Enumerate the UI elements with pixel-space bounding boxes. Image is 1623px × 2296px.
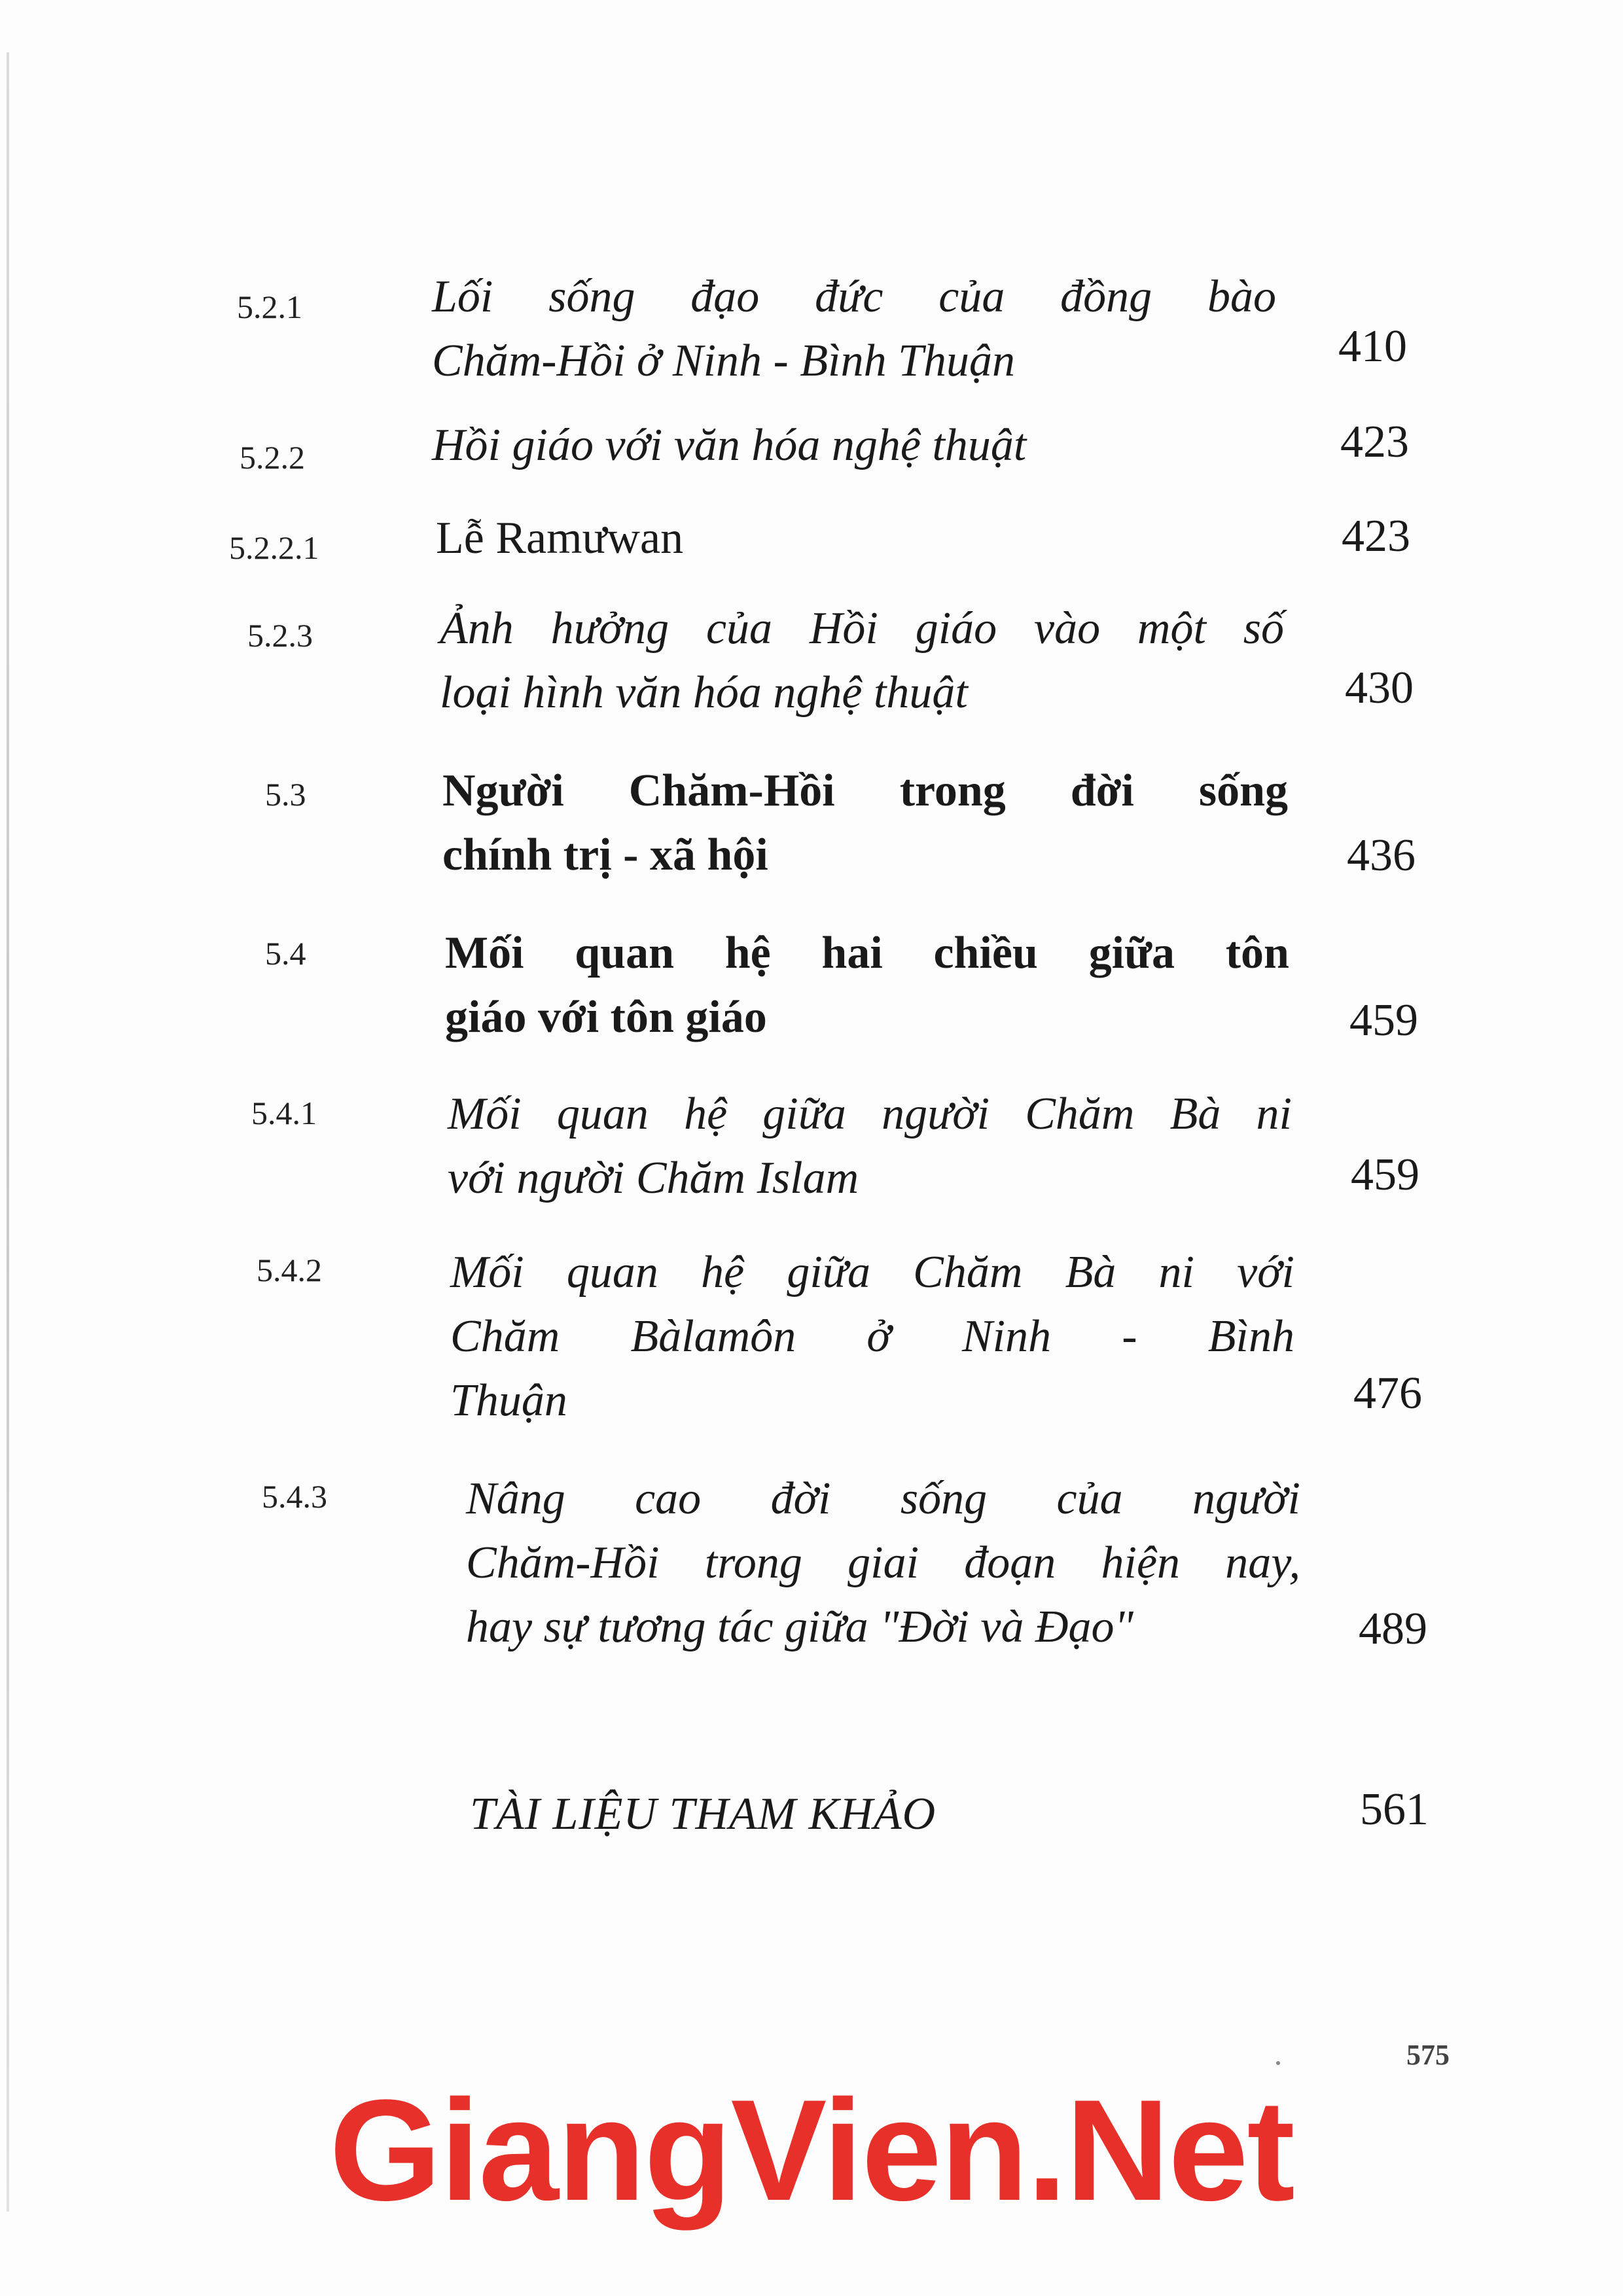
title-line: Hồi giáo với văn hóa nghệ thuật xyxy=(432,420,1027,470)
page-number: 561 xyxy=(1360,1784,1429,1835)
title-line: Chăm-Hồi ở Ninh - Bình Thuận xyxy=(432,336,1015,386)
page-edge xyxy=(7,52,9,2212)
title-line: giáo với tôn giáo xyxy=(445,992,767,1042)
page-number: 436 xyxy=(1347,830,1416,881)
title-line: chính trị - xã hội xyxy=(442,830,768,880)
page-number: 476 xyxy=(1353,1368,1422,1419)
title-line: Mối quan hệ hai chiều giữa tôn xyxy=(445,928,1289,978)
title-line: loại hình văn hóa nghệ thuật xyxy=(440,667,968,718)
references-title xyxy=(470,1782,1255,1846)
page-number: 423 xyxy=(1340,417,1409,467)
section-title xyxy=(442,759,1288,887)
title-line: với người Chăm Islam xyxy=(448,1153,859,1203)
section-title xyxy=(432,414,1276,478)
page-number: 459 xyxy=(1349,995,1418,1046)
watermark: GiangVien.Net xyxy=(329,2070,1294,2231)
title-line: hay sự tương tác giữa "Đời và Đạo" xyxy=(466,1602,1133,1652)
page-number: 423 xyxy=(1342,511,1410,561)
title-line: Mối quan hệ giữa Chăm Bà ni với xyxy=(450,1247,1294,1298)
title-line: Ảnh hưởng của Hồi giáo vào một số xyxy=(440,603,1284,654)
section-title xyxy=(440,597,1284,725)
section-number: 5.2.1 xyxy=(237,289,302,325)
section-number: 5.4.3 xyxy=(262,1478,327,1515)
title-line: Chăm-Hồi trong giai đoạn hiện nay, xyxy=(466,1538,1300,1588)
title-line: TÀI LIỆU THAM KHẢO xyxy=(470,1789,936,1839)
title-line: Nâng cao đời sống của người xyxy=(466,1474,1300,1524)
section-number: 5.2.2.1 xyxy=(229,529,319,566)
section-title xyxy=(432,265,1276,393)
title-line: Mối quan hệ giữa người Chăm Bà ni xyxy=(448,1089,1292,1139)
page-number: 430 xyxy=(1345,663,1414,713)
title-line: Chăm Bàlamôn ở Ninh - Bình xyxy=(450,1311,1294,1362)
section-title xyxy=(466,1467,1300,1659)
title-line: Người Chăm-Hồi trong đời sống xyxy=(442,766,1288,816)
section-number: 5.3 xyxy=(265,776,306,813)
section-number: 5.4.2 xyxy=(257,1252,322,1288)
section-number: 5.2.2 xyxy=(240,439,305,476)
section-number: 5.4.1 xyxy=(251,1095,317,1131)
page-number: 410 xyxy=(1338,321,1407,372)
section-number: 5.4 xyxy=(265,935,306,972)
page-number: 459 xyxy=(1351,1150,1419,1200)
section-title xyxy=(448,1082,1292,1210)
title-line: Lối sống đạo đức của đồng bào xyxy=(432,272,1276,322)
section-title xyxy=(445,921,1289,1050)
title-line: Thuận xyxy=(450,1375,567,1426)
page-number: 489 xyxy=(1359,1604,1427,1654)
section-title xyxy=(436,506,1280,571)
section-number: 5.2.3 xyxy=(247,617,313,654)
speck xyxy=(1276,2061,1280,2065)
folio-page-number: 575 xyxy=(1406,2039,1450,2071)
title-line: Lễ Ramưwan xyxy=(436,513,684,563)
section-title xyxy=(450,1241,1294,1433)
